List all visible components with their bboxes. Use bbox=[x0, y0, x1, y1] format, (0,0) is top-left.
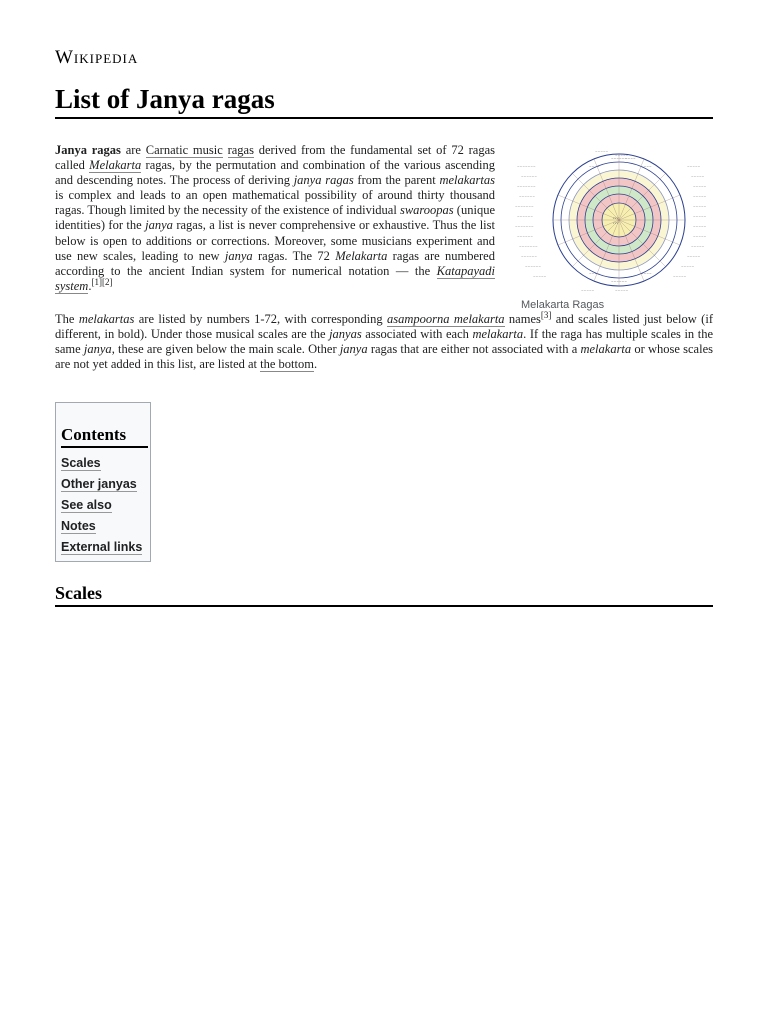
intro-paragraph: Janya ragas are Carnatic music ragas derived from the fundamental set of 72 ragas called Melakarta ragas, by the permutation and combination of the various ascending and descending notes. The process of deriving janya ragas from the parent melakartas is complex and leads to an open mathematical possibility of around thirty thousand ragas. Though limited by the necessity of the existence of individual swaroopas (unique identities) for the janya ragas, a list is never comprehensive or exhaustive. Thus the list below is open to additions or corrections. Moreover, some musicians experiment and use new scales, leading to new janya ragas. The 72 Melakarta ragas are numbered according to the ancient Indian system for numerical notation — the Katapayadi system.[1][2] bbox=[55, 143, 496, 293]
toc-item-see-also[interactable]: See also bbox=[61, 498, 112, 512]
ref-2[interactable]: [2] bbox=[101, 276, 113, 287]
link-katapayadi-system[interactable]: Katapayadi system bbox=[55, 263, 495, 293]
svg-text:~~~~~: ~~~~~ bbox=[691, 175, 705, 179]
toc-item-scales[interactable]: Scales bbox=[61, 456, 101, 470]
melakarta-wheel-figure[interactable] bbox=[515, 148, 713, 318]
svg-text:~~~~~~: ~~~~~~ bbox=[521, 175, 538, 179]
svg-text:~~~~~~~: ~~~~~~~ bbox=[517, 185, 536, 189]
svg-text:~~~~~~~: ~~~~~~~ bbox=[517, 165, 536, 169]
svg-text:~~~~~~~: ~~~~~~~ bbox=[519, 245, 538, 249]
svg-text:~~~~~~: ~~~~~~ bbox=[517, 235, 534, 239]
figure-caption: Melakarta Ragas bbox=[521, 299, 605, 311]
page-title: List of Janya ragas bbox=[55, 84, 713, 119]
svg-text:~~~~~: ~~~~~ bbox=[693, 235, 707, 239]
svg-text:~~~~: ~~~~ bbox=[625, 157, 636, 161]
svg-text:~~~~~: ~~~~~ bbox=[693, 205, 707, 209]
svg-text:~~~~~~~: ~~~~~~~ bbox=[515, 225, 534, 229]
svg-text:~~~~~: ~~~~~ bbox=[681, 265, 695, 269]
link-the-bottom[interactable]: the bottom bbox=[260, 357, 314, 372]
svg-text:~~~~~: ~~~~~ bbox=[673, 275, 687, 279]
toc-item-other-janyas[interactable]: Other janyas bbox=[61, 477, 137, 491]
svg-text:~~~~~~: ~~~~~~ bbox=[611, 280, 628, 284]
section-heading-scales: Scales bbox=[55, 582, 713, 607]
svg-text:~~~~~: ~~~~~ bbox=[615, 154, 629, 158]
link-ragas[interactable]: ragas bbox=[227, 143, 254, 157]
svg-text:~~~~~~~: ~~~~~~~ bbox=[515, 205, 534, 209]
svg-text:~~~~~: ~~~~~ bbox=[693, 225, 707, 229]
svg-text:~~~~: ~~~~ bbox=[589, 272, 600, 276]
svg-text:~~~~~: ~~~~~ bbox=[691, 245, 705, 249]
svg-text:~~~~~: ~~~~~ bbox=[533, 275, 547, 279]
melakarta-wheel-image bbox=[515, 148, 713, 296]
toc-item-notes[interactable]: Notes bbox=[61, 519, 96, 533]
svg-text:~~~~~~: ~~~~~~ bbox=[611, 157, 628, 161]
link-melakarta[interactable]: Melakarta bbox=[89, 158, 142, 173]
svg-text:~~~~: ~~~~ bbox=[641, 165, 652, 169]
svg-text:~~~~~~: ~~~~~~ bbox=[519, 195, 536, 199]
svg-text:~~~~~: ~~~~~ bbox=[581, 289, 595, 293]
bold-term: Janya ragas bbox=[55, 143, 121, 157]
svg-text:~~~~~~: ~~~~~~ bbox=[521, 255, 538, 259]
svg-text:♪♪♪: ♪♪♪ bbox=[613, 221, 619, 225]
svg-text:~~~~~: ~~~~~ bbox=[687, 165, 701, 169]
svg-text:~~~~~~: ~~~~~~ bbox=[517, 215, 534, 219]
toc-item-external-links[interactable]: External links bbox=[61, 540, 143, 554]
svg-text:~~~~~: ~~~~~ bbox=[687, 255, 701, 259]
svg-text:♪♪♪: ♪♪♪ bbox=[613, 216, 619, 220]
table-of-contents bbox=[55, 402, 151, 562]
svg-text:~~~~: ~~~~ bbox=[589, 165, 600, 169]
svg-text:~~~~: ~~~~ bbox=[641, 272, 652, 276]
link-asampoorna-melakarta[interactable]: asampoorna melakarta bbox=[387, 312, 505, 326]
svg-text:~~~~~: ~~~~~ bbox=[693, 215, 707, 219]
svg-text:~~~~~~: ~~~~~~ bbox=[525, 265, 542, 269]
scales-explanation-paragraph: The melakartas are listed by numbers 1-72, with corresponding asampoorna melakarta names[3] and scales listed just below (if different, in bold). Under those musical scales are the janyas associated with each melakarta. If the raga has multiple scales in the same janya, these are given below the main scale. Other janya ragas that are either not associated with a melakarta or whose scales are not yet added in this list, are listed at the bottom. bbox=[55, 309, 714, 372]
svg-text:~~~~~: ~~~~~ bbox=[615, 289, 629, 293]
svg-text:~~~~~: ~~~~~ bbox=[595, 150, 609, 154]
ref-1[interactable]: [1] bbox=[91, 276, 102, 287]
toc-title: Contents bbox=[61, 425, 148, 448]
svg-text:~~~~~: ~~~~~ bbox=[693, 185, 707, 189]
wikipedia-wordmark[interactable]: Wikipedia bbox=[55, 47, 139, 68]
ref-3[interactable]: [3] bbox=[540, 309, 552, 320]
link-carnatic-music[interactable]: Carnatic music bbox=[145, 143, 223, 157]
svg-text:~~~~~: ~~~~~ bbox=[693, 195, 707, 199]
